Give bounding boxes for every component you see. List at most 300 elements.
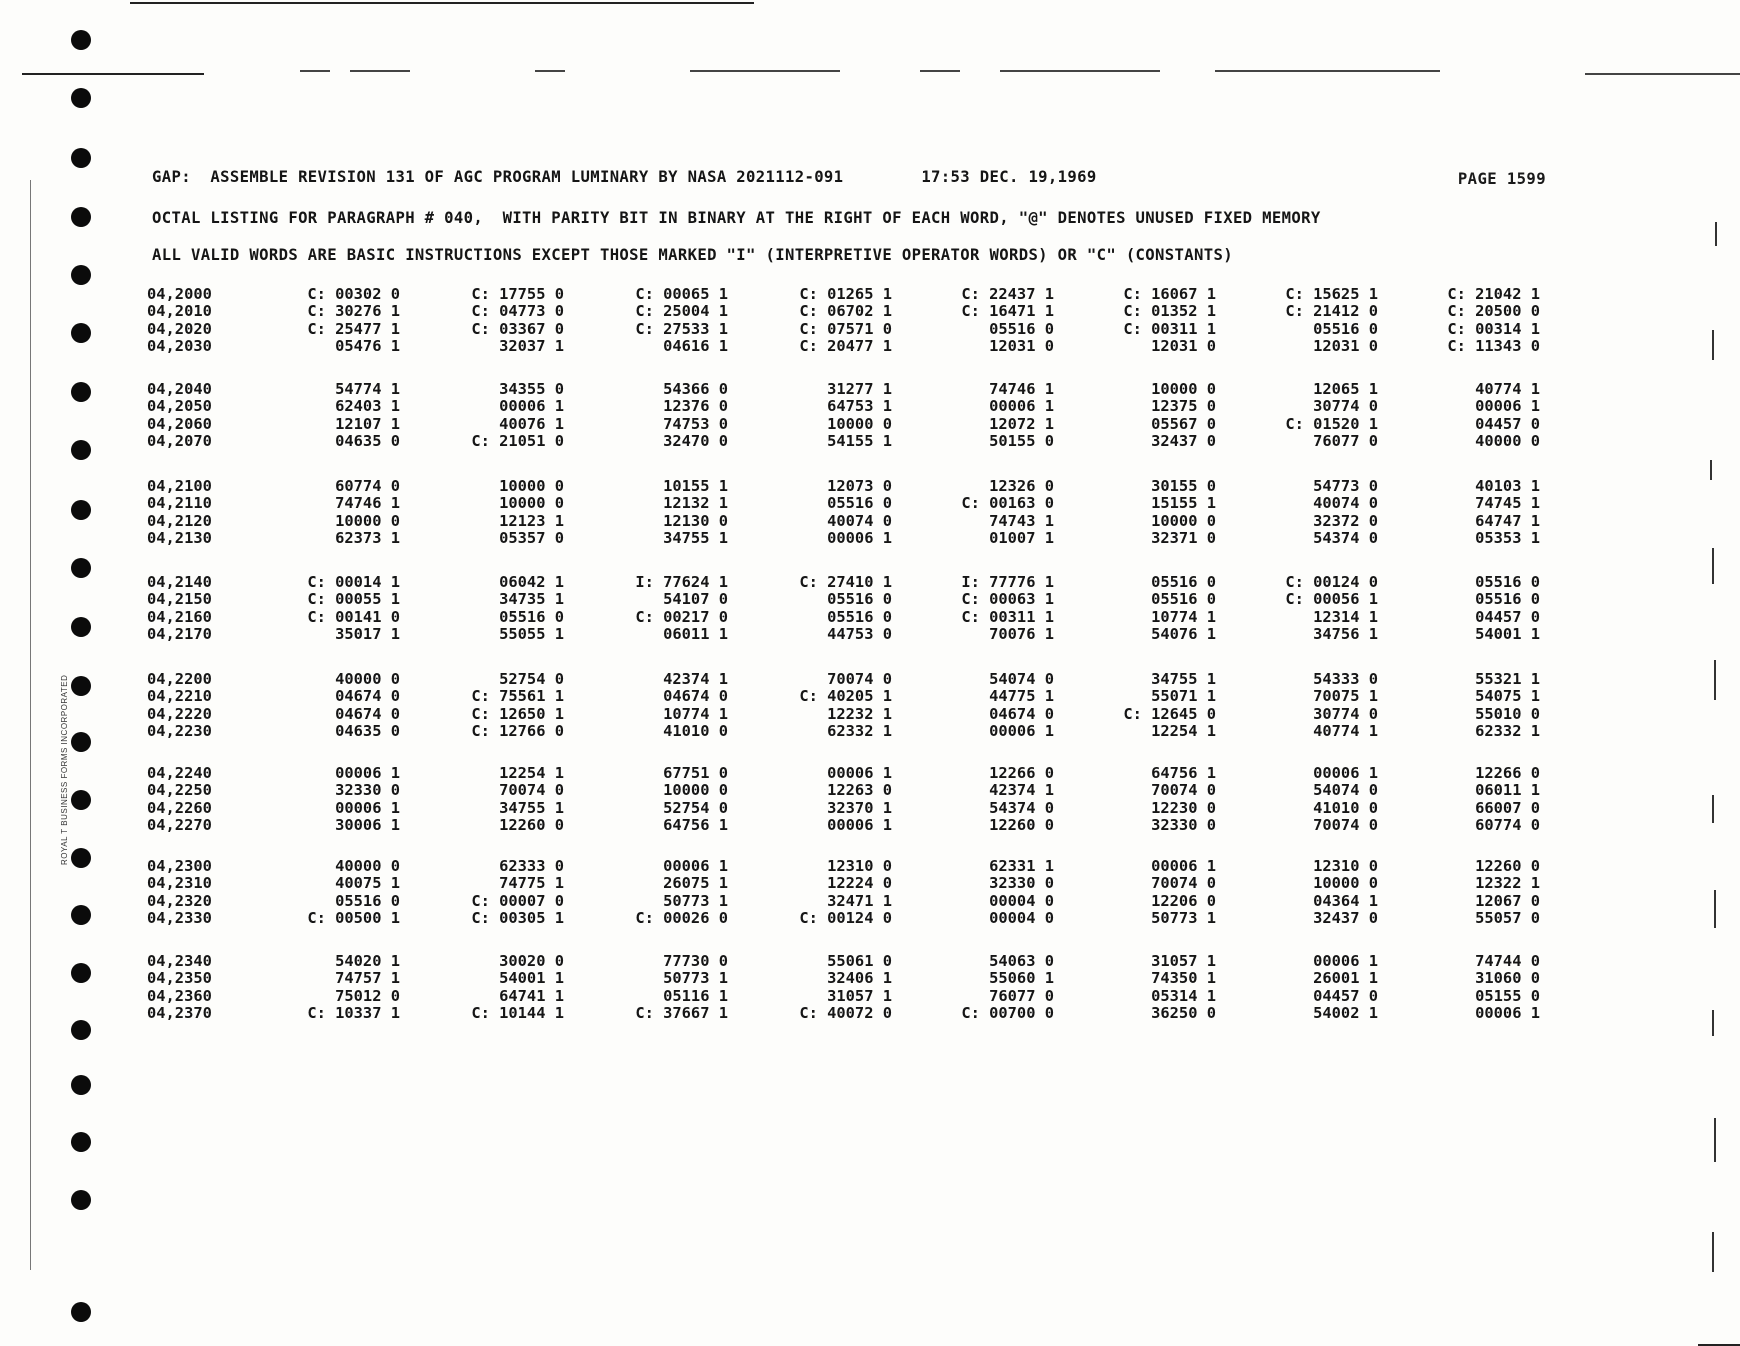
word-cell: 60774 0 — [1475, 815, 1540, 834]
word-cell: 12130 0 — [663, 511, 728, 530]
word-cell: C: 22437 1 — [961, 285, 1054, 303]
word-cell: 70076 1 — [989, 624, 1054, 643]
word-cell: C: 00065 1 — [635, 285, 728, 303]
word-cell: 54001 1 — [1475, 624, 1540, 643]
word-cell: 12263 0 — [827, 781, 892, 800]
word-cell: 31057 1 — [827, 986, 892, 1005]
word-cell: C: 21042 1 — [1447, 285, 1540, 303]
word-cell: 34755 1 — [1151, 670, 1216, 688]
word-cell: 00006 1 — [335, 798, 400, 817]
word-cell: 32037 1 — [499, 336, 564, 355]
address-cell: 04,2270 — [147, 815, 212, 834]
word-cell: 05516 0 — [827, 590, 892, 609]
address-cell: 04,2350 — [147, 969, 212, 988]
word-cell: 50155 0 — [989, 431, 1054, 450]
word-cell: C: 25004 1 — [635, 302, 728, 321]
word-cell: C: 20477 1 — [799, 336, 892, 355]
word-cell: 70074 0 — [1313, 815, 1378, 834]
word-cell: C: 17755 0 — [471, 285, 564, 303]
address-cell: 04,2230 — [147, 721, 212, 740]
word-cell: 05516 0 — [989, 319, 1054, 338]
word-cell: 40000 0 — [335, 670, 400, 688]
word-cell: 50773 1 — [663, 891, 728, 910]
word-cell: C: 11343 0 — [1447, 336, 1540, 355]
listing-row — [0, 320, 1740, 336]
word-cell: C: 37667 1 — [635, 1003, 728, 1022]
word-cell: 30774 0 — [1313, 704, 1378, 723]
word-cell: 12067 0 — [1475, 891, 1540, 910]
listing-row — [0, 397, 1740, 416]
listing-row — [0, 608, 1740, 624]
word-cell: C: 01520 1 — [1285, 414, 1378, 433]
listing-row — [0, 909, 1740, 925]
word-cell: 32330 0 — [989, 874, 1054, 893]
word-cell: 32370 1 — [827, 798, 892, 817]
word-cell: C: 07571 0 — [799, 319, 892, 338]
tear-rule-dash-8 — [1585, 73, 1740, 75]
sprocket-hole — [71, 88, 91, 108]
listing-row — [0, 512, 1740, 528]
word-cell: 55055 1 — [499, 624, 564, 643]
word-cell: 41010 0 — [663, 721, 728, 740]
address-cell: 04,2000 — [147, 285, 212, 303]
word-cell: 32330 0 — [335, 781, 400, 800]
word-cell: 55071 1 — [1151, 687, 1216, 706]
word-cell: 64741 1 — [499, 986, 564, 1005]
word-cell: 54074 0 — [1313, 781, 1378, 800]
listing-row — [0, 892, 1740, 908]
word-cell: 12031 0 — [1313, 336, 1378, 355]
word-cell: 31060 0 — [1475, 969, 1540, 988]
word-cell: C: 00163 0 — [961, 494, 1054, 513]
listing-row — [0, 590, 1740, 609]
word-cell: 00006 1 — [335, 764, 400, 782]
word-cell: 12376 0 — [663, 397, 728, 416]
word-cell: 50773 1 — [663, 969, 728, 988]
word-cell: C: 27410 1 — [799, 573, 892, 591]
word-cell: 54076 1 — [1151, 624, 1216, 643]
word-cell: 12326 0 — [989, 477, 1054, 495]
word-cell: C: 21412 0 — [1285, 302, 1378, 321]
word-cell: 40074 0 — [827, 511, 892, 530]
word-cell: 74757 1 — [335, 969, 400, 988]
word-cell: 74350 1 — [1151, 969, 1216, 988]
word-cell: 05353 1 — [1475, 528, 1540, 547]
sprocket-hole — [71, 1075, 91, 1095]
word-cell: 70075 1 — [1313, 687, 1378, 706]
word-cell: 44753 0 — [827, 624, 892, 643]
word-cell: 26001 1 — [1313, 969, 1378, 988]
word-cell: 04674 0 — [335, 704, 400, 723]
edge-mark — [1714, 1118, 1716, 1162]
word-cell: C: 00014 1 — [307, 573, 400, 591]
word-cell: 00006 1 — [1151, 857, 1216, 875]
sprocket-hole — [71, 265, 91, 285]
word-cell: 04635 0 — [335, 431, 400, 450]
word-cell: 40075 1 — [335, 874, 400, 893]
word-cell: 40000 0 — [335, 857, 400, 875]
word-cell: 10000 0 — [499, 494, 564, 513]
word-cell: 00006 1 — [827, 764, 892, 782]
tear-rule-left — [22, 73, 204, 75]
listing-row — [0, 874, 1740, 893]
word-cell: 64753 1 — [827, 397, 892, 416]
listing-row — [0, 573, 1740, 589]
word-cell: 30020 0 — [499, 952, 564, 970]
word-cell: 54773 0 — [1313, 477, 1378, 495]
word-cell: 64756 1 — [663, 815, 728, 834]
sprocket-hole — [71, 148, 91, 168]
listing-row — [0, 722, 1740, 738]
word-cell: C: 10144 1 — [471, 1003, 564, 1022]
listing-row — [0, 799, 1740, 815]
word-cell: 32372 0 — [1313, 511, 1378, 530]
word-cell: 32437 0 — [1313, 908, 1378, 927]
word-cell: 74745 1 — [1475, 494, 1540, 513]
word-cell: 32437 0 — [1151, 431, 1216, 450]
address-cell: 04,2240 — [147, 764, 212, 782]
word-cell: 75012 0 — [335, 986, 400, 1005]
word-cell: 34756 1 — [1313, 624, 1378, 643]
word-cell: 05357 0 — [499, 528, 564, 547]
listing-row — [0, 816, 1740, 832]
page-number: PAGE 1599 — [1457, 170, 1546, 188]
word-cell: 67751 0 — [663, 764, 728, 782]
word-cell: 62373 1 — [335, 528, 400, 547]
word-cell: 54333 0 — [1313, 670, 1378, 688]
word-cell: 10000 0 — [1151, 511, 1216, 530]
listing-row — [0, 415, 1740, 431]
word-cell: 05516 0 — [827, 607, 892, 626]
word-cell: 04674 0 — [989, 704, 1054, 723]
word-cell: 06011 1 — [663, 624, 728, 643]
word-cell: 12310 0 — [1313, 857, 1378, 875]
address-cell: 04,2140 — [147, 573, 212, 591]
word-cell: I: 77776 1 — [961, 573, 1054, 591]
word-cell: C: 00141 0 — [307, 607, 400, 626]
word-cell: 10155 1 — [663, 477, 728, 495]
word-cell: 55060 1 — [989, 969, 1054, 988]
word-cell: 05116 1 — [663, 986, 728, 1005]
word-cell: 04674 0 — [663, 687, 728, 706]
word-cell: C: 20500 0 — [1447, 302, 1540, 321]
word-cell: 12314 1 — [1313, 607, 1378, 626]
word-cell: 12072 1 — [989, 414, 1054, 433]
word-cell: 41010 0 — [1313, 798, 1378, 817]
word-cell: 10000 0 — [827, 414, 892, 433]
word-cell: 30155 0 — [1151, 477, 1216, 495]
word-cell: 12073 0 — [827, 477, 892, 495]
word-cell: 05516 0 — [827, 494, 892, 513]
word-type-legend: ALL VALID WORDS ARE BASIC INSTRUCTIONS EXCEPT THOSE MARKED "I" (INTERPRETIVE OPERATOR WORDS) OR "C" (CONSTANTS) — [152, 246, 1233, 264]
word-cell: C: 01265 1 — [799, 285, 892, 303]
word-cell: C: 00700 0 — [961, 1003, 1054, 1022]
word-cell: 05516 0 — [1151, 590, 1216, 609]
address-cell: 04,2120 — [147, 511, 212, 530]
word-cell: C: 75561 1 — [471, 687, 564, 706]
word-cell: C: 00314 1 — [1447, 319, 1540, 338]
word-cell: 00006 1 — [1313, 952, 1378, 970]
word-cell: 54075 1 — [1475, 687, 1540, 706]
word-cell: 12260 0 — [1475, 857, 1540, 875]
address-cell: 04,2310 — [147, 874, 212, 893]
tear-rule-dash-3 — [535, 70, 565, 72]
word-cell: 00006 1 — [1475, 397, 1540, 416]
word-cell: 62331 1 — [989, 857, 1054, 875]
word-cell: 12206 0 — [1151, 891, 1216, 910]
word-cell: 12266 0 — [989, 764, 1054, 782]
word-cell: 54107 0 — [663, 590, 728, 609]
word-cell: 05516 0 — [1151, 573, 1216, 591]
word-cell: C: 00305 1 — [471, 908, 564, 927]
address-cell: 04,2220 — [147, 704, 212, 723]
word-cell: C: 00026 0 — [635, 908, 728, 927]
address-cell: 04,2210 — [147, 687, 212, 706]
word-cell: 12123 1 — [499, 511, 564, 530]
word-cell: 54074 0 — [989, 670, 1054, 688]
word-cell: C: 00302 0 — [307, 285, 400, 303]
word-cell: 40774 1 — [1313, 721, 1378, 740]
word-cell: 12232 1 — [827, 704, 892, 723]
word-cell: 12254 1 — [499, 764, 564, 782]
word-cell: 10000 0 — [663, 781, 728, 800]
word-cell: 54366 0 — [663, 380, 728, 398]
word-cell: C: 12650 1 — [471, 704, 564, 723]
word-cell: 44775 1 — [989, 687, 1054, 706]
listing-row — [0, 1004, 1740, 1020]
word-cell: 05516 0 — [335, 891, 400, 910]
word-cell: 54020 1 — [335, 952, 400, 970]
word-cell: 40074 0 — [1313, 494, 1378, 513]
word-cell: 54374 0 — [989, 798, 1054, 817]
word-cell: 42374 1 — [663, 670, 728, 688]
listing-row — [0, 687, 1740, 706]
word-cell: 70074 0 — [1151, 874, 1216, 893]
word-cell: 50773 1 — [1151, 908, 1216, 927]
word-cell: 76077 0 — [989, 986, 1054, 1005]
word-cell: C: 16067 1 — [1123, 285, 1216, 303]
word-cell: 04364 1 — [1313, 891, 1378, 910]
edge-mark — [1712, 1232, 1714, 1272]
address-cell: 04,2030 — [147, 336, 212, 355]
word-cell: 10000 0 — [499, 477, 564, 495]
word-cell: 54155 1 — [827, 431, 892, 450]
word-cell: 12254 1 — [1151, 721, 1216, 740]
word-cell: 00006 1 — [827, 528, 892, 547]
address-cell: 04,2250 — [147, 781, 212, 800]
word-cell: 12132 1 — [663, 494, 728, 513]
word-cell: 06011 1 — [1475, 781, 1540, 800]
word-cell: 04635 0 — [335, 721, 400, 740]
address-cell: 04,2010 — [147, 302, 212, 321]
word-cell: I: 77624 1 — [635, 573, 728, 591]
word-cell: 01007 1 — [989, 528, 1054, 547]
listing-row — [0, 781, 1740, 800]
listing-row — [0, 477, 1740, 493]
bottom-right-rule — [1698, 1344, 1740, 1346]
word-cell: 34755 1 — [499, 798, 564, 817]
address-cell: 04,2260 — [147, 798, 212, 817]
word-cell: C: 00056 1 — [1285, 590, 1378, 609]
word-cell: 32471 1 — [827, 891, 892, 910]
listing-row — [0, 494, 1740, 513]
listing-row — [0, 285, 1740, 301]
word-cell: 70074 0 — [827, 670, 892, 688]
word-cell: 12375 0 — [1151, 397, 1216, 416]
word-cell: 36250 0 — [1151, 1003, 1216, 1022]
word-cell: 05476 1 — [335, 336, 400, 355]
listing-row — [0, 380, 1740, 396]
word-cell: C: 00007 0 — [471, 891, 564, 910]
word-cell: 64756 1 — [1151, 764, 1216, 782]
word-cell: C: 01352 1 — [1123, 302, 1216, 321]
word-cell: 12266 0 — [1475, 764, 1540, 782]
word-cell: 05516 0 — [499, 607, 564, 626]
word-cell: 04457 0 — [1475, 414, 1540, 433]
sprocket-hole — [71, 1302, 91, 1322]
edge-mark — [1715, 222, 1717, 246]
listing-row — [0, 625, 1740, 641]
listing-row — [0, 969, 1740, 988]
word-cell: 12230 0 — [1151, 798, 1216, 817]
word-cell: 32330 0 — [1151, 815, 1216, 834]
word-cell: 32470 0 — [663, 431, 728, 450]
word-cell: 12260 0 — [499, 815, 564, 834]
word-cell: 54374 0 — [1313, 528, 1378, 547]
word-cell: 00004 0 — [989, 908, 1054, 927]
listing-row — [0, 302, 1740, 321]
assembly-header: GAP: ASSEMBLE REVISION 131 OF AGC PROGRAM LUMINARY BY NASA 2021112-091 17:53 DEC. 19,1969 — [152, 168, 1097, 186]
word-cell: 55010 0 — [1475, 704, 1540, 723]
word-cell: C: 00311 1 — [961, 607, 1054, 626]
word-cell: 10774 1 — [663, 704, 728, 723]
word-cell: 30774 0 — [1313, 397, 1378, 416]
word-cell: 06042 1 — [499, 573, 564, 591]
sprocket-hole — [71, 30, 91, 50]
word-cell: C: 00124 0 — [1285, 573, 1378, 591]
word-cell: 35017 1 — [335, 624, 400, 643]
word-cell: 55321 1 — [1475, 670, 1540, 688]
form-manufacturer-imprint: ROYAL T BUSINESS FORMS INCORPORATED — [60, 674, 69, 865]
word-cell: 34355 0 — [499, 380, 564, 398]
word-cell: C: 04773 0 — [471, 302, 564, 321]
word-cell: 15155 1 — [1151, 494, 1216, 513]
word-cell: 66007 0 — [1475, 798, 1540, 817]
word-cell: C: 40072 0 — [799, 1003, 892, 1022]
word-cell: 62332 1 — [1475, 721, 1540, 740]
word-cell: C: 00063 1 — [961, 590, 1054, 609]
word-cell: 00006 1 — [989, 397, 1054, 416]
address-cell: 04,2360 — [147, 986, 212, 1005]
word-cell: C: 00500 1 — [307, 908, 400, 927]
tear-rule-dash-6 — [1000, 70, 1160, 72]
word-cell: 30006 1 — [335, 815, 400, 834]
listing-row — [0, 952, 1740, 968]
top-rule — [130, 2, 754, 4]
address-cell: 04,2300 — [147, 857, 212, 875]
word-cell: 52754 0 — [499, 670, 564, 688]
word-cell: 00006 1 — [663, 857, 728, 875]
word-cell: 54774 1 — [335, 380, 400, 398]
word-cell: C: 06702 1 — [799, 302, 892, 321]
word-cell: 70074 0 — [499, 781, 564, 800]
word-cell: C: 25477 1 — [307, 319, 400, 338]
word-cell: 52754 0 — [663, 798, 728, 817]
word-cell: 05567 0 — [1151, 414, 1216, 433]
word-cell: 62403 1 — [335, 397, 400, 416]
word-cell: 05516 0 — [1475, 573, 1540, 591]
word-cell: 10774 1 — [1151, 607, 1216, 626]
word-cell: 00006 1 — [1313, 764, 1378, 782]
listing-row — [0, 987, 1740, 1003]
word-cell: 12322 1 — [1475, 874, 1540, 893]
listing-description: OCTAL LISTING FOR PARAGRAPH # 040, WITH PARITY BIT IN BINARY AT THE RIGHT OF EACH WORD, "@" DENOTES UNUSED FIXED MEMORY — [152, 209, 1321, 227]
word-cell: 12310 0 — [827, 857, 892, 875]
word-cell: 12065 1 — [1313, 380, 1378, 398]
address-cell: 04,2020 — [147, 319, 212, 338]
listing-row — [0, 337, 1740, 353]
tear-rule-dash-7 — [1215, 70, 1440, 72]
word-cell: 12224 0 — [827, 874, 892, 893]
word-cell: 54002 1 — [1313, 1003, 1378, 1022]
listing-row — [0, 529, 1740, 545]
word-cell: 74775 1 — [499, 874, 564, 893]
word-cell: 12260 0 — [989, 815, 1054, 834]
word-cell: 40103 1 — [1475, 477, 1540, 495]
word-cell: 55061 0 — [827, 952, 892, 970]
sprocket-hole — [71, 1132, 91, 1152]
word-cell: 04674 0 — [335, 687, 400, 706]
word-cell: C: 21051 0 — [471, 431, 564, 450]
word-cell: 74746 1 — [989, 380, 1054, 398]
address-cell: 04,2340 — [147, 952, 212, 970]
word-cell: 77730 0 — [663, 952, 728, 970]
word-cell: 42374 1 — [989, 781, 1054, 800]
tear-rule-dash-2 — [350, 70, 410, 72]
word-cell: C: 00124 0 — [799, 908, 892, 927]
word-cell: C: 00311 1 — [1123, 319, 1216, 338]
word-cell: 31057 1 — [1151, 952, 1216, 970]
word-cell: 54063 0 — [989, 952, 1054, 970]
word-cell: C: 27533 1 — [635, 319, 728, 338]
word-cell: C: 03367 0 — [471, 319, 564, 338]
address-cell: 04,2110 — [147, 494, 212, 513]
word-cell: 62332 1 — [827, 721, 892, 740]
address-cell: 04,2320 — [147, 891, 212, 910]
word-cell: 12107 1 — [335, 414, 400, 433]
sprocket-hole — [71, 1020, 91, 1040]
word-cell: 76077 0 — [1313, 431, 1378, 450]
tear-rule-dash-5 — [920, 70, 960, 72]
listing-row — [0, 432, 1740, 448]
address-cell: 04,2060 — [147, 414, 212, 433]
word-cell: C: 12766 0 — [471, 721, 564, 740]
word-cell: C: 15625 1 — [1285, 285, 1378, 303]
word-cell: 74743 1 — [989, 511, 1054, 530]
word-cell: C: 10337 1 — [307, 1003, 400, 1022]
tear-rule-dash-4 — [690, 70, 840, 72]
tear-rule-dash-1 — [300, 70, 330, 72]
word-cell: 10000 0 — [1151, 380, 1216, 398]
word-cell: 00004 0 — [989, 891, 1054, 910]
listing-row — [0, 764, 1740, 780]
word-cell: 32406 1 — [827, 969, 892, 988]
address-cell: 04,2130 — [147, 528, 212, 547]
word-cell: 10000 0 — [335, 511, 400, 530]
word-cell: 04457 0 — [1475, 607, 1540, 626]
word-cell: 64747 1 — [1475, 511, 1540, 530]
address-cell: 04,2170 — [147, 624, 212, 643]
